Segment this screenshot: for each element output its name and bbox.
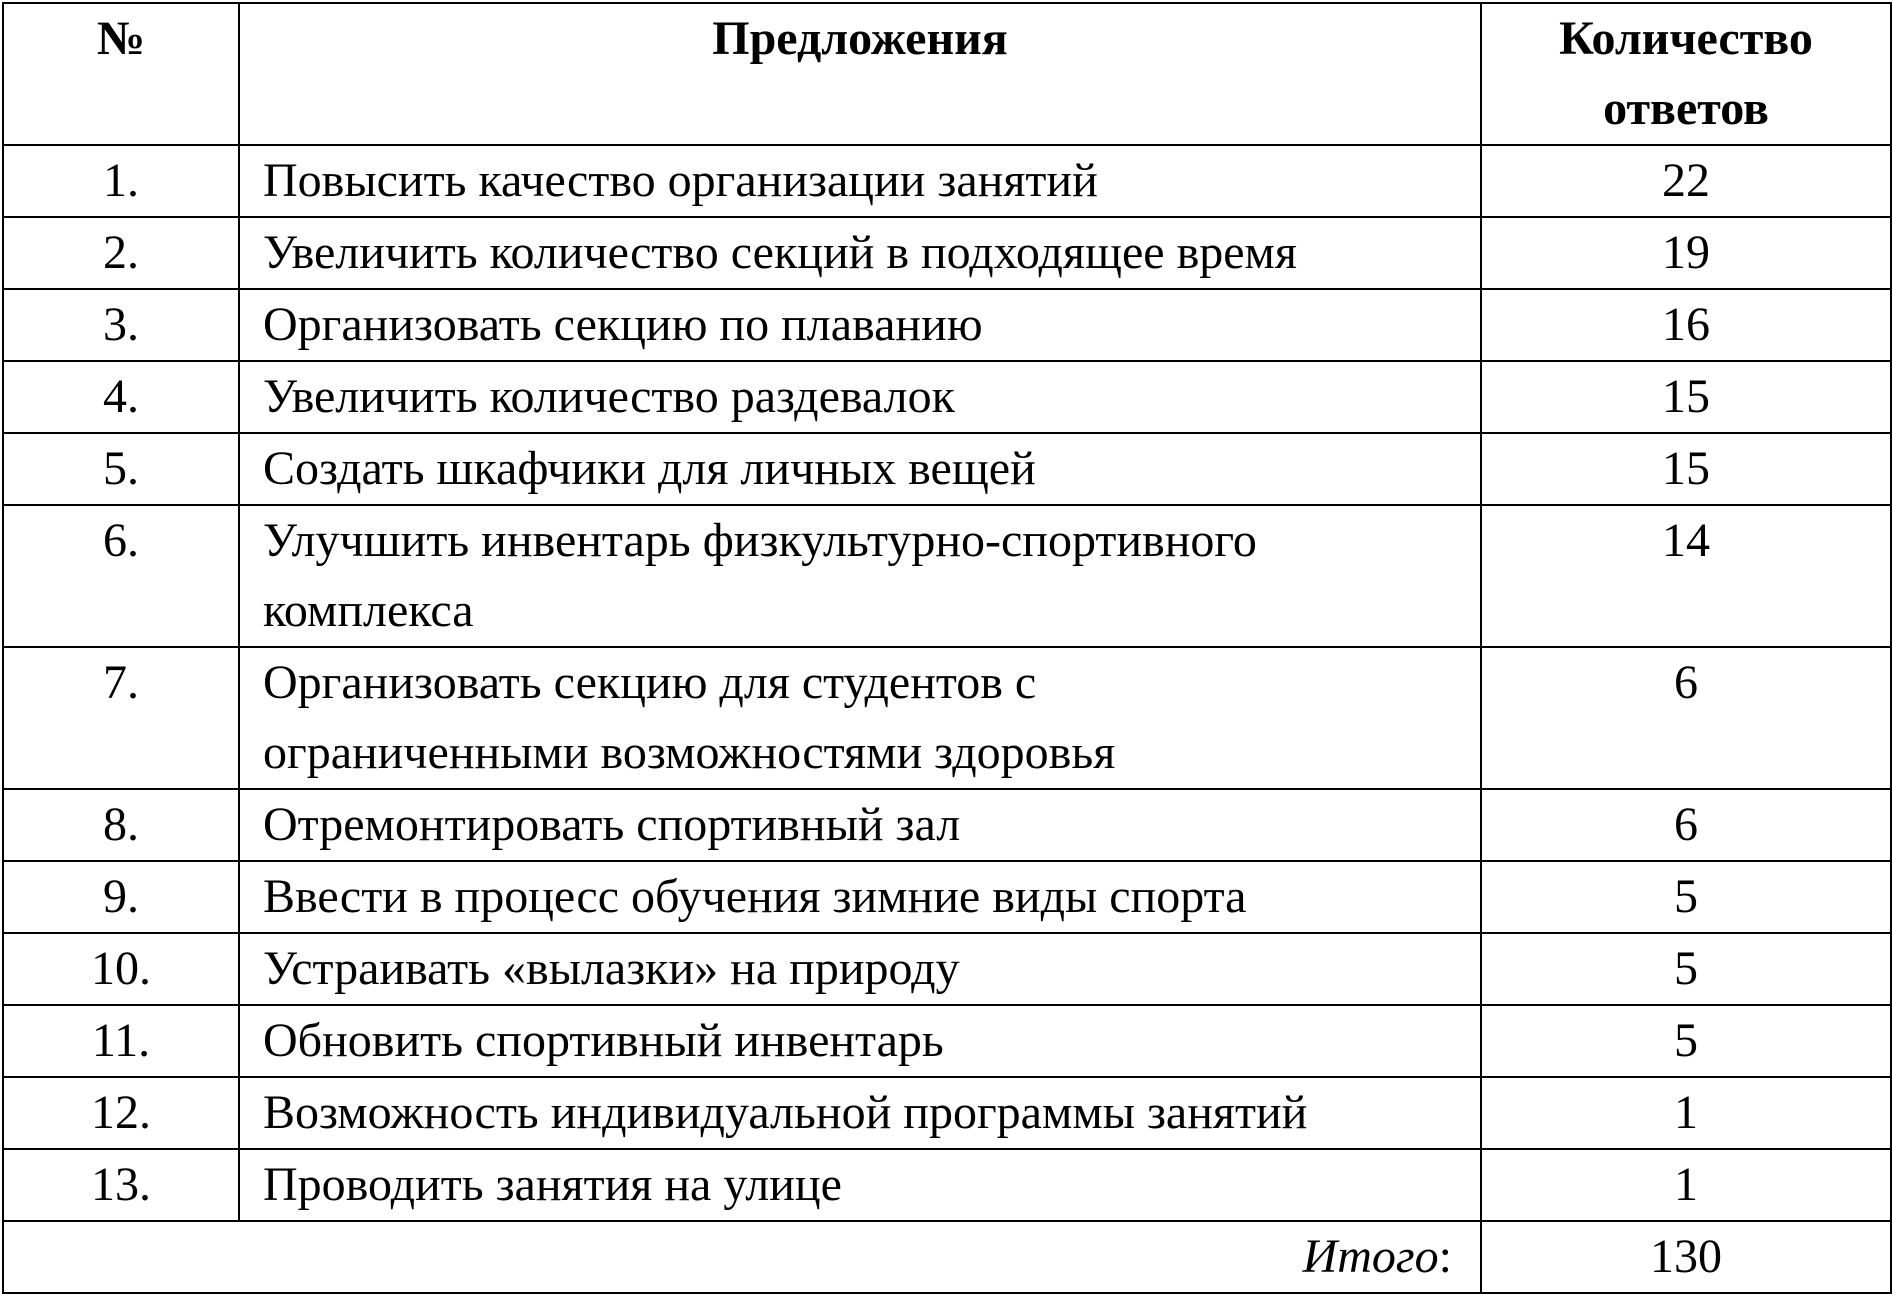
row-number: 2. bbox=[3, 217, 239, 289]
suggestions-table bbox=[2, 2, 1892, 1294]
table-row bbox=[3, 289, 1891, 361]
header-count bbox=[1481, 3, 1891, 145]
row-number: 10. bbox=[3, 933, 239, 1005]
table-row bbox=[3, 217, 1891, 289]
row-count: 14 bbox=[1481, 505, 1891, 647]
header-count-label: Количество ответов bbox=[1559, 12, 1813, 135]
table-row bbox=[3, 433, 1891, 505]
row-count: 22 bbox=[1481, 145, 1891, 217]
row-suggestion: Возможность индивидуальной программы занятий bbox=[239, 1077, 1481, 1149]
row-count: 16 bbox=[1481, 289, 1891, 361]
table-row bbox=[3, 1005, 1891, 1077]
row-count: 15 bbox=[1481, 361, 1891, 433]
table-row bbox=[3, 505, 1891, 647]
row-count: 15 bbox=[1481, 433, 1891, 505]
row-number: 1. bbox=[3, 145, 239, 217]
row-suggestion: Обновить спортивный инвентарь bbox=[239, 1005, 1481, 1077]
total-value: 130 bbox=[1481, 1221, 1891, 1293]
total-label-cell bbox=[3, 1221, 1481, 1293]
table-row bbox=[3, 789, 1891, 861]
table-row bbox=[3, 1077, 1891, 1149]
row-number: 4. bbox=[3, 361, 239, 433]
row-count: 5 bbox=[1481, 1005, 1891, 1077]
row-count: 1 bbox=[1481, 1149, 1891, 1221]
table-row bbox=[3, 861, 1891, 933]
row-number: 7. bbox=[3, 647, 239, 789]
row-number: 5. bbox=[3, 433, 239, 505]
total-label: Итого bbox=[1302, 1230, 1439, 1283]
row-suggestion: Повысить качество организации занятий bbox=[239, 145, 1481, 217]
header-suggestions: Предложения bbox=[239, 3, 1481, 145]
table-row bbox=[3, 647, 1891, 789]
row-suggestion: Увеличить количество раздевалок bbox=[239, 361, 1481, 433]
table-header-row bbox=[3, 3, 1891, 145]
row-number: 11. bbox=[3, 1005, 239, 1077]
total-row bbox=[3, 1221, 1891, 1293]
row-suggestion: Организовать секцию по плаванию bbox=[239, 289, 1481, 361]
row-count: 5 bbox=[1481, 933, 1891, 1005]
row-number: 8. bbox=[3, 789, 239, 861]
total-colon: : bbox=[1438, 1230, 1452, 1283]
row-count: 5 bbox=[1481, 861, 1891, 933]
table-row bbox=[3, 933, 1891, 1005]
row-suggestion: Проводить занятия на улице bbox=[239, 1149, 1481, 1221]
row-number: 3. bbox=[3, 289, 239, 361]
row-count: 6 bbox=[1481, 789, 1891, 861]
table-row bbox=[3, 145, 1891, 217]
row-suggestion: Отремонтировать спортивный зал bbox=[239, 789, 1481, 861]
row-number: 6. bbox=[3, 505, 239, 647]
table-row bbox=[3, 361, 1891, 433]
row-count: 1 bbox=[1481, 1077, 1891, 1149]
row-suggestion: Увеличить количество секций в подходящее время bbox=[239, 217, 1481, 289]
row-suggestion: Создать шкафчики для личных вещей bbox=[239, 433, 1481, 505]
row-suggestion: Ввести в процесс обучения зимние виды спорта bbox=[239, 861, 1481, 933]
row-suggestion: Устраивать «вылазки» на природу bbox=[239, 933, 1481, 1005]
row-suggestion: Организовать секцию для студентов с ограниченными возможностями здоровья bbox=[239, 647, 1481, 789]
header-number: № bbox=[3, 3, 239, 145]
table-row bbox=[3, 1149, 1891, 1221]
row-number: 12. bbox=[3, 1077, 239, 1149]
row-count: 6 bbox=[1481, 647, 1891, 789]
row-number: 13. bbox=[3, 1149, 239, 1221]
row-number: 9. bbox=[3, 861, 239, 933]
row-count: 19 bbox=[1481, 217, 1891, 289]
row-suggestion: Улучшить инвентарь физкультурно-спортивного комплекса bbox=[239, 505, 1481, 647]
